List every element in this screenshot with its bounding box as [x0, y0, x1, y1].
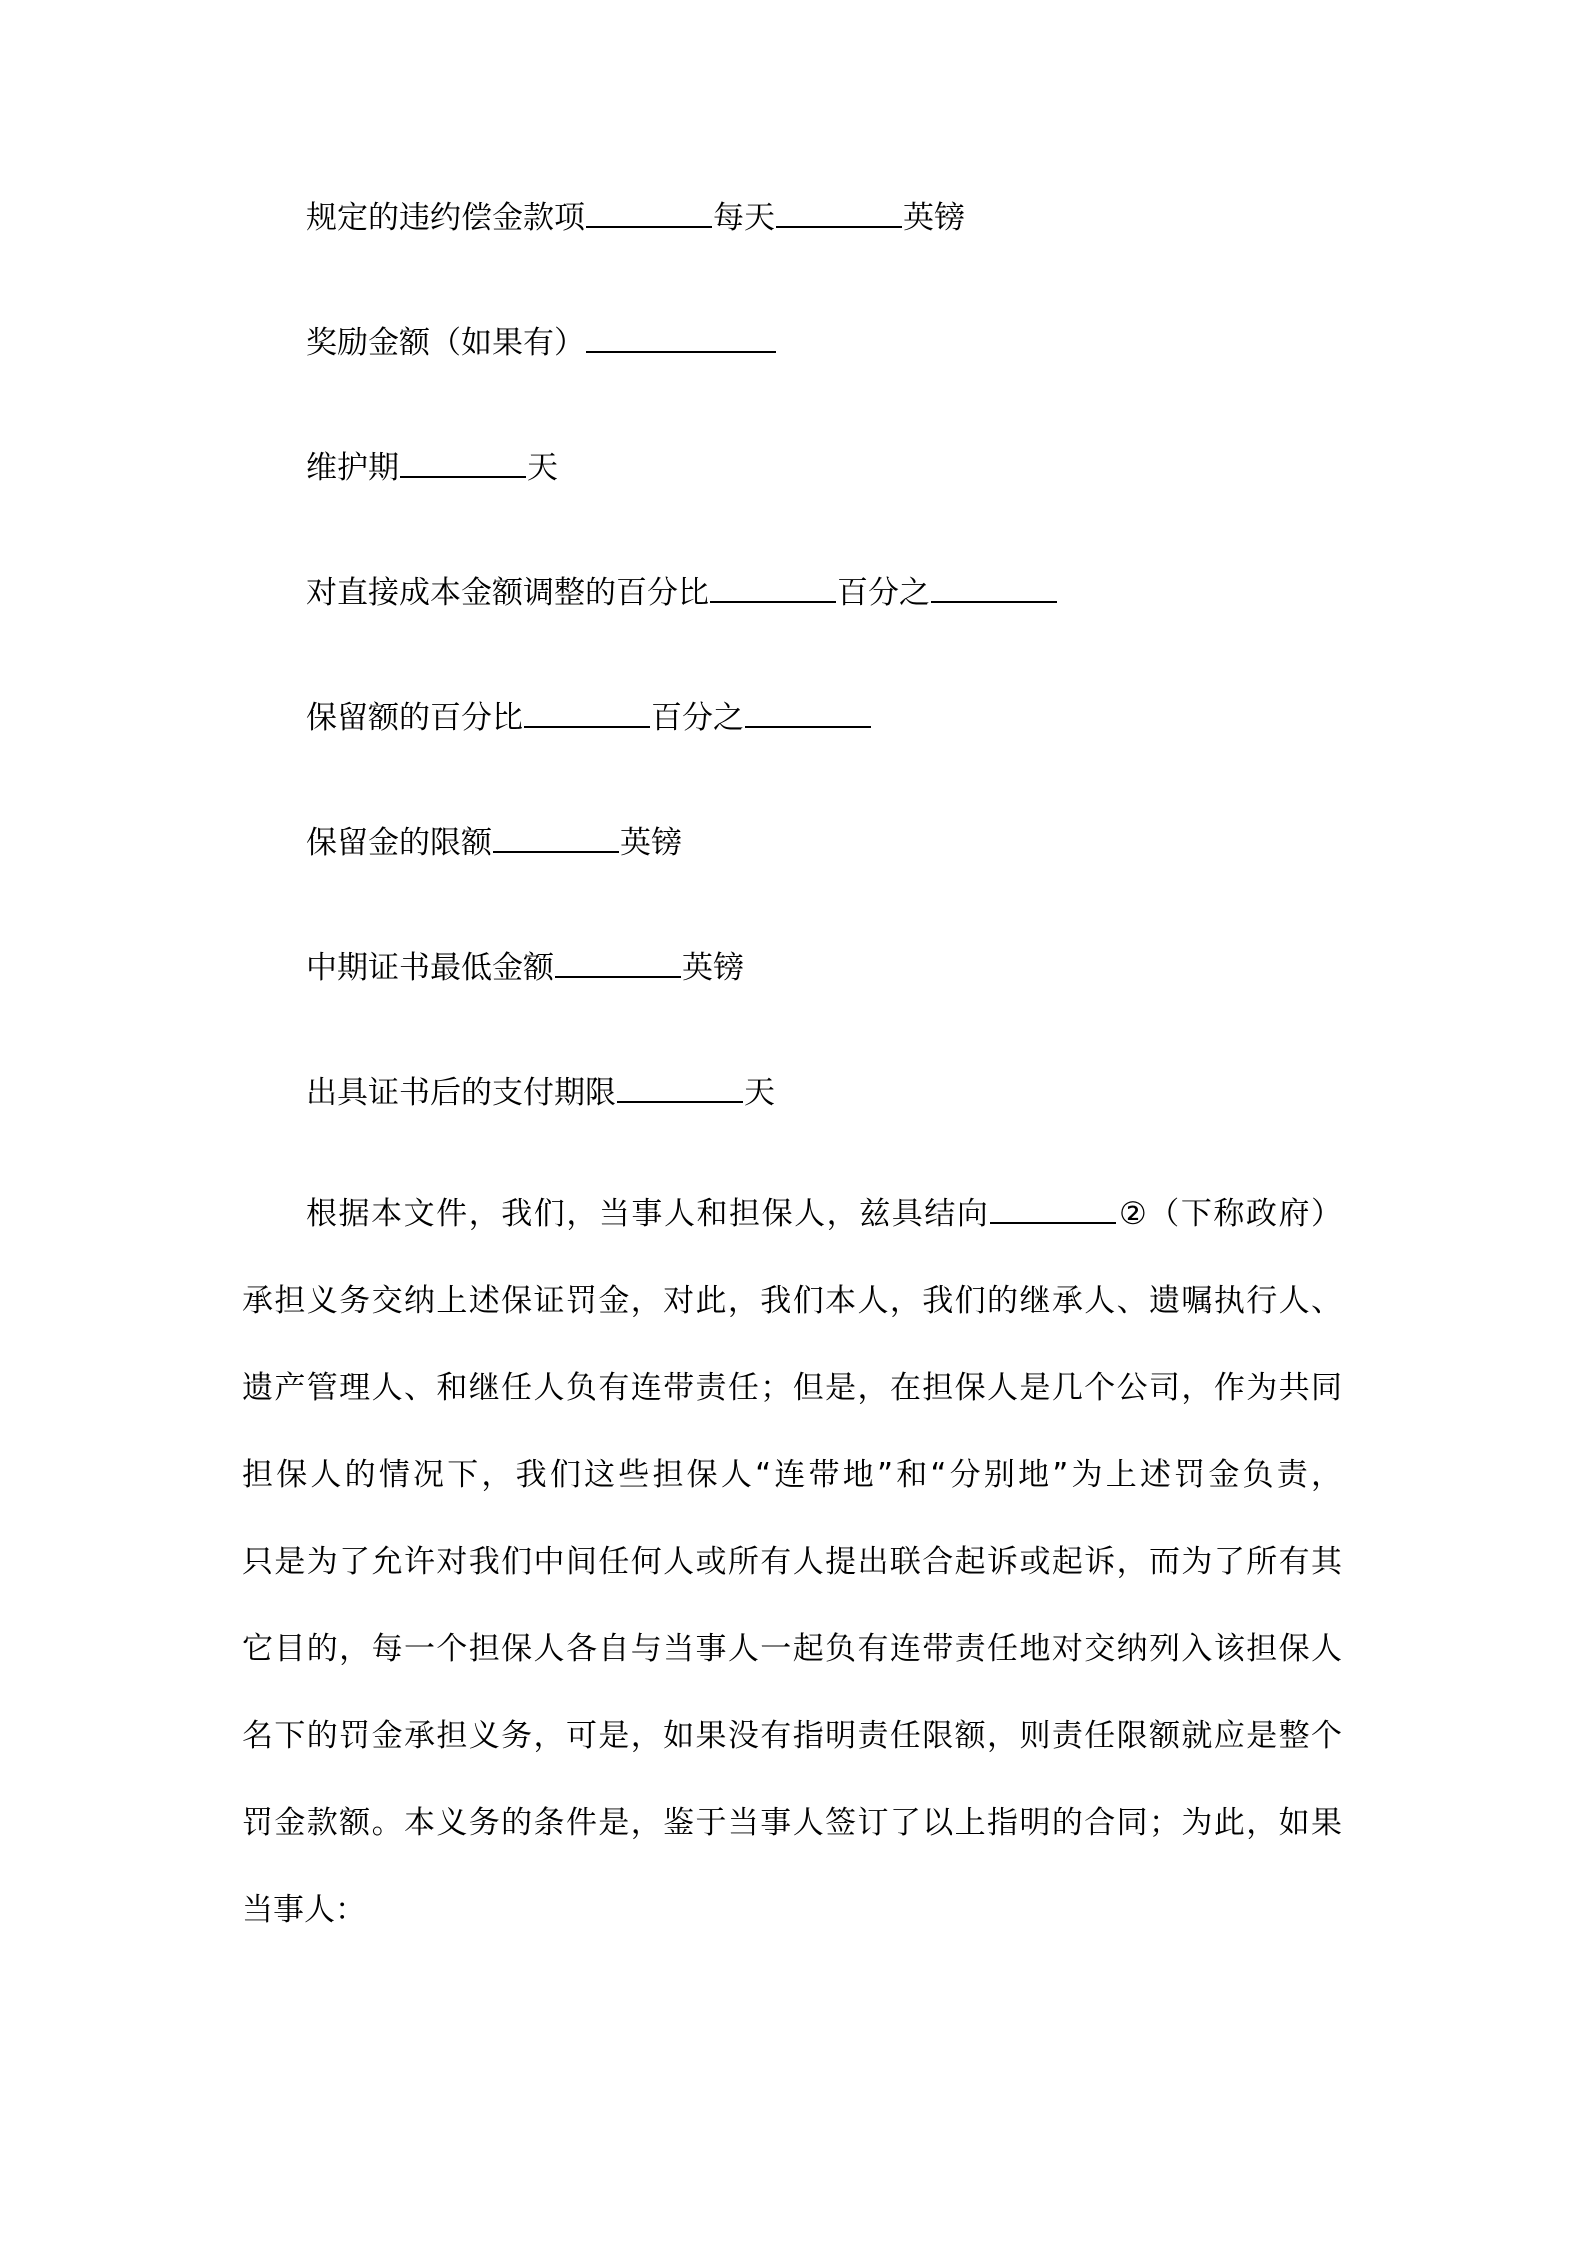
paragraph-line: 只是为了允许对我们中间任何人或所有人提出联合起诉或起诉，而为了所有其	[242, 1544, 1342, 1580]
field-label: 出具证书后的支付期限	[306, 1075, 616, 1111]
paragraph-line: 遗产管理人、和继任人负有连带责任；但是，在担保人是几个公司，作为共同	[242, 1370, 1342, 1406]
field-retention-limit	[306, 821, 682, 863]
field-unit: 英镑	[682, 950, 744, 986]
field-label: 百分之	[651, 700, 744, 736]
blank-line[interactable]	[617, 1071, 743, 1103]
paragraph-line: 名下的罚金承担义务，可是，如果没有指明责任限额，则责任限额就应是整个	[242, 1718, 1342, 1754]
field-unit: 英镑	[620, 825, 682, 861]
blank-line[interactable]	[745, 696, 871, 728]
field-label: 保留金的限额	[306, 825, 492, 861]
field-unit: 天	[744, 1075, 775, 1111]
field-label: 规定的违约偿金款项	[306, 200, 585, 236]
field-retention-percentage	[306, 696, 872, 738]
field-label: 百分之	[837, 575, 930, 611]
field-unit: 天	[527, 450, 558, 486]
blank-line[interactable]	[586, 196, 712, 228]
blank-line[interactable]	[710, 571, 836, 603]
field-liquidated-damages	[306, 196, 965, 238]
paragraph-text: 根据本文件，我们，当事人和担保人，兹具结向	[306, 1196, 990, 1232]
blank-line[interactable]	[586, 321, 776, 353]
bond-obligation-paragraph	[242, 1186, 1342, 1969]
blank-line[interactable]	[931, 571, 1057, 603]
paragraph-line: 罚金款额。本义务的条件是，鉴于当事人签订了以上指明的合同；为此，如果	[242, 1805, 1342, 1841]
field-label: 奖励金额（如果有）	[306, 325, 585, 361]
blank-line[interactable]	[400, 446, 526, 478]
field-direct-cost-adjustment	[306, 571, 1058, 613]
field-bonus-amount	[306, 321, 777, 363]
field-payment-period	[306, 1071, 775, 1113]
field-label: 维护期	[306, 450, 399, 486]
paragraph-line: 担保人的情况下，我们这些担保人“连带地”和“分别地”为上述罚金负责，	[242, 1457, 1342, 1493]
field-label: 对直接成本金额调整的百分比	[306, 575, 709, 611]
paragraph-line: 承担义务交纳上述保证罚金，对此，我们本人，我们的继承人、遗嘱执行人、	[242, 1283, 1342, 1319]
field-interim-certificate-minimum	[306, 946, 744, 988]
blank-line[interactable]	[524, 696, 650, 728]
paragraph-text: ②（下称政府）	[1117, 1196, 1342, 1232]
field-label: 每天	[713, 200, 775, 236]
field-maintenance-period	[306, 446, 558, 488]
field-unit: 英镑	[903, 200, 965, 236]
blank-line[interactable]	[493, 821, 619, 853]
blank-line[interactable]	[555, 946, 681, 978]
blank-line[interactable]	[776, 196, 902, 228]
blank-line[interactable]	[990, 1192, 1116, 1224]
paragraph-line	[242, 1186, 1342, 1273]
paragraph-line: 当事人：	[242, 1892, 366, 1928]
field-label: 中期证书最低金额	[306, 950, 554, 986]
field-label: 保留额的百分比	[306, 700, 523, 736]
paragraph-line: 它目的，每一个担保人各自与当事人一起负有连带责任地对交纳列入该担保人	[242, 1631, 1342, 1667]
